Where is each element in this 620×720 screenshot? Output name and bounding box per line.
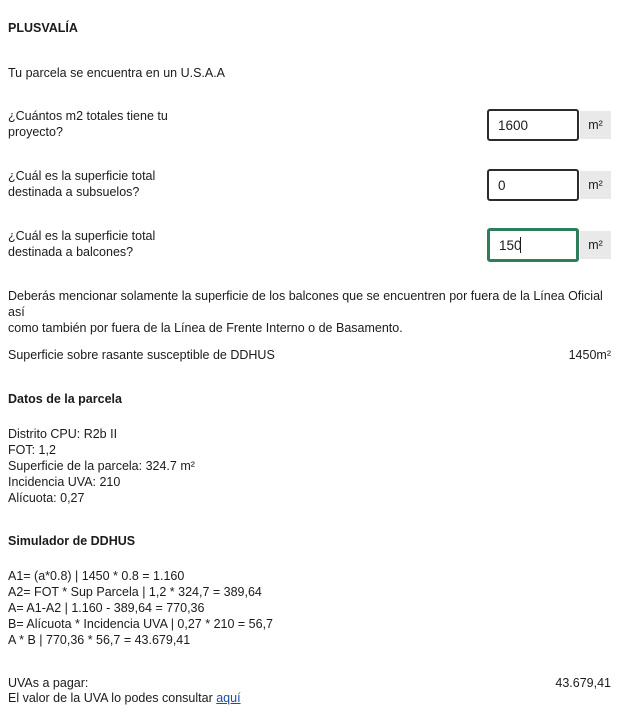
question-label-line2: destinada a subsuelos? xyxy=(8,185,140,199)
simulator-formulas xyxy=(8,568,273,648)
subsuelos-input[interactable] xyxy=(489,171,577,199)
question-subsuelos xyxy=(8,168,188,200)
balcony-note-line1: Deberás mencionar solamente la superficie de los balcones que se encuentren por fuera de la Línea Oficial así xyxy=(8,289,603,319)
formula-b: B= Alícuota * Incidencia UVA | 0,27 * 210 = 56,7 xyxy=(8,617,274,631)
location-text: Tu parcela se encuentra en un U.S.A.A xyxy=(8,66,226,80)
balcony-note-line2: como también por fuera de la Línea de Frente Interno o de Basamento. xyxy=(8,321,403,335)
question-total-m2 xyxy=(8,108,188,140)
balcones-field[interactable] xyxy=(487,228,579,262)
m2-unit-label: m² xyxy=(580,171,611,199)
parcel-heading: Datos de la parcela xyxy=(8,392,122,406)
parcel-line-fot: FOT: 1,2 xyxy=(8,443,56,457)
parcel-line-surface: Superficie de la parcela: 324.7 m² xyxy=(8,459,195,473)
uva-consult-label: El valor de la UVA lo podes consultar xyxy=(8,691,217,705)
question-balcones xyxy=(8,228,188,260)
question-label-line1: ¿Cuál es la superficie total xyxy=(8,169,156,183)
question-label-line2: proyecto? xyxy=(8,125,63,139)
question-label-line2: destinada a balcones? xyxy=(8,245,134,259)
parcel-details xyxy=(8,426,195,506)
formula-a2: A2= FOT * Sup Parcela | 1,2 * 324,7 = 389,64 xyxy=(8,585,262,599)
uvas-value: 43.679,41 xyxy=(555,676,611,690)
question-label-line1: ¿Cuántos m2 totales tiene tu xyxy=(8,109,168,123)
total-m2-input[interactable] xyxy=(489,111,577,139)
surface-label: Superficie sobre rasante susceptible de DDHUS xyxy=(8,348,275,362)
formula-a1: A1= (a*0.8) | 1450 * 0.8 = 1.160 xyxy=(8,569,185,583)
formula-axb: A * B | 770,36 * 56,7 = 43.679,41 xyxy=(8,633,191,647)
m2-unit-label: m² xyxy=(580,231,611,259)
balcony-note xyxy=(8,288,608,336)
formula-a: A= A1-A2 | 1.160 - 389,64 = 770,36 xyxy=(8,601,205,615)
parcel-line-alicuota: Alícuota: 0,27 xyxy=(8,491,85,505)
text-caret xyxy=(520,237,521,253)
uvas-label: UVAs a pagar: xyxy=(8,676,89,690)
m2-unit-label: m² xyxy=(580,111,611,139)
balcones-input[interactable] xyxy=(490,231,576,259)
total-m2-field[interactable] xyxy=(487,109,579,141)
parcel-line-district: Distrito CPU: R2b II xyxy=(8,427,118,441)
uva-consult-text xyxy=(8,690,241,706)
surface-value: 1450m² xyxy=(568,348,611,362)
page-title: PLUSVALÍA xyxy=(8,21,78,35)
uva-value-link[interactable]: aquí xyxy=(216,691,241,705)
parcel-line-incidencia: Incidencia UVA: 210 xyxy=(8,475,121,489)
question-label-line1: ¿Cuál es la superficie total xyxy=(8,229,156,243)
subsuelos-field[interactable] xyxy=(487,169,579,201)
simulator-heading: Simulador de DDHUS xyxy=(8,534,136,548)
